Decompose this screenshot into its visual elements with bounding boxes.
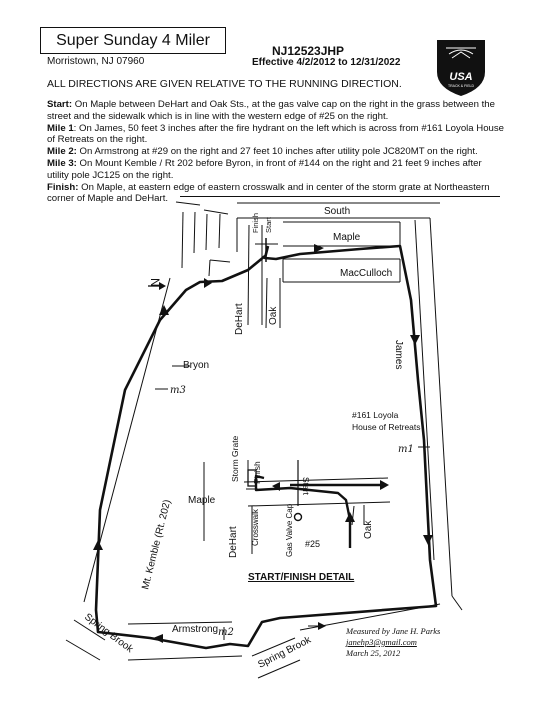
- finish-label: Finish:: [47, 181, 79, 193]
- street-armstrong: Armstrong: [172, 624, 219, 635]
- course-description: [47, 99, 505, 205]
- start-paragraph: [47, 99, 505, 123]
- detail-maple: Maple: [188, 495, 216, 506]
- start-label: Start:: [47, 99, 73, 110]
- street-maple: Maple: [333, 232, 361, 243]
- race-location: Morristown, NJ 07960: [47, 56, 145, 67]
- landmark-line-2: House of Retreats: [352, 422, 421, 432]
- mile-2-paragraph: [47, 146, 505, 158]
- north-arrow-icon: [148, 278, 166, 290]
- mile-1-text: : On James, 50 feet 3 inches after the fire hydrant on the left which is across from #161 Loyola House of Retreats on the right.: [47, 122, 505, 146]
- mile-1-label: Mile 1: [47, 122, 74, 134]
- detail-finish: Finish: [252, 461, 262, 484]
- street-mt-kemble: Mt. Kemble (Rt. 202): [140, 498, 174, 591]
- street-bryon: Bryon: [183, 360, 210, 371]
- finish-text: On Maple, at eastern edge of eastern crosswalk and in center of the storm grate at Northeastern corner of Maple and DeHart.: [47, 181, 490, 205]
- street-spring-brook-right: Spring Brook: [256, 634, 313, 671]
- mile-1-mark: m1: [398, 444, 414, 455]
- detail-start: Start: [301, 477, 311, 495]
- start-text: On Maple between DeHart and Oak Sts., at the gas valve cap on the right in the grass between the street and the sidewalk which is in line with the western edge of #25 on the right.: [47, 99, 495, 122]
- mile-2-mark: m2: [218, 627, 234, 638]
- detail-number: #25: [305, 539, 321, 549]
- measure-date: March 25, 2012: [346, 648, 401, 658]
- street-grid: [66, 202, 462, 678]
- detail-dehart: DeHart: [228, 526, 239, 558]
- logo-subtext: TRACK & FIELD: [447, 84, 475, 88]
- street-james: James: [393, 340, 404, 370]
- street-oak: Oak: [268, 306, 279, 325]
- measurer-credit: [346, 626, 440, 659]
- logo-text: USA: [449, 71, 473, 83]
- detail-title: START/FINISH DETAIL: [248, 572, 355, 583]
- detail-crosswalk: Crosswalk: [251, 509, 260, 546]
- mile-1-paragraph: [47, 123, 505, 147]
- landmark-line-1: #161 Loyola: [352, 410, 399, 420]
- street-macculloch: MacCulloch: [340, 268, 393, 279]
- effective-dates: Effective 4/2/2012 to 12/31/2022: [252, 57, 401, 68]
- start-finish-detail: [188, 435, 390, 583]
- mile-2-label: Mile 2:: [47, 146, 77, 158]
- usa-track-and-field-shield-logo: [437, 40, 485, 96]
- mile-3-label: Mile 3:: [47, 157, 77, 169]
- detail-storm-grate: Storm Grate: [230, 435, 240, 482]
- race-title: Super Sunday 4 Miler: [40, 27, 226, 54]
- detail-gas-valve-cap: Gas Valve Cap: [285, 503, 294, 557]
- mile-3-text: On Mount Kemble / Rt 202 before Byron, in front of #144 on the right and 21 feet 9 inches after utility pole JC125 on the right.: [47, 157, 482, 181]
- detail-oak: Oak: [363, 520, 374, 539]
- north-label: N: [148, 278, 162, 287]
- certification-id: NJ12523JHP: [272, 44, 345, 58]
- mile-2-text: On Armstrong at #29 on the right and 27 feet 10 inches after utility pole JC820MT on the right.: [76, 146, 478, 158]
- measurer-email[interactable]: janehp3@gmail.com: [346, 637, 417, 647]
- directions-note: ALL DIRECTIONS ARE GIVEN RELATIVE TO THE RUNNING DIRECTION.: [47, 78, 402, 90]
- measured-by: Measured by Jane H. Parks: [346, 626, 441, 636]
- mile-3-paragraph: [47, 158, 505, 182]
- street-south: South: [324, 206, 351, 217]
- top-start-label: Start: [264, 217, 273, 233]
- mile-3-mark: m3: [170, 385, 186, 396]
- divider: [180, 196, 500, 197]
- street-dehart: DeHart: [234, 303, 245, 335]
- street-spring-brook-left: Spring Brook: [82, 611, 135, 656]
- top-finish-label: Finish: [251, 212, 260, 233]
- finish-paragraph: [47, 182, 505, 206]
